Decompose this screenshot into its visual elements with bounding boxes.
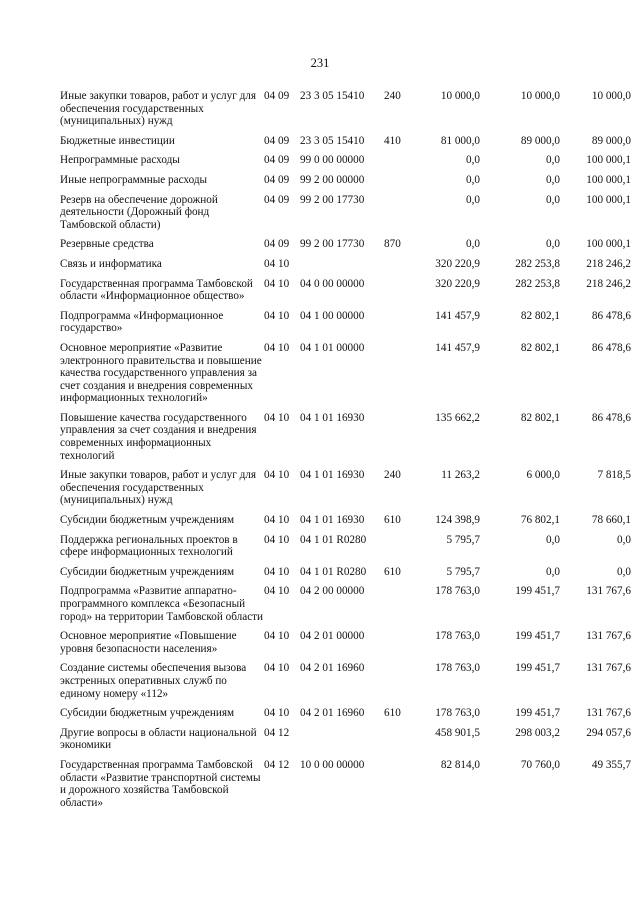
- row-amount-year-3: 218 246,2: [586, 277, 631, 290]
- table-row: [60, 583, 631, 628]
- row-expense-type-code: [384, 276, 414, 308]
- row-expense-type-code: 610: [384, 565, 401, 578]
- row-amount-year-2: 0,0: [546, 173, 560, 186]
- row-expense-type-code: [384, 308, 414, 340]
- row-amount-year-2: 6 000,0: [526, 469, 560, 482]
- row-amount-year-1: 124 398,9: [435, 514, 480, 527]
- table-row: [60, 276, 631, 308]
- table-row: [60, 308, 631, 340]
- row-name-cell: Резерв на обеспечение дорожной деятельности (Дорожный фонд Тамбовской области): [60, 193, 218, 231]
- row-expense-type-code: 610: [384, 514, 401, 527]
- row-name-cell: Иные непрограммные расходы: [60, 173, 208, 186]
- row-amount-year-2: 0,0: [546, 154, 560, 167]
- row-amount-year-1: 5 795,7: [446, 565, 480, 578]
- row-amount-year-2: 298 003,2: [515, 726, 560, 739]
- row-target-code: 04 2 01 16960: [300, 662, 365, 675]
- row-amount-year-1: 0,0: [466, 238, 480, 251]
- table-row: [60, 410, 631, 467]
- row-expense-type-code: [384, 172, 414, 192]
- row-amount-year-3: 131 767,6: [586, 630, 631, 643]
- row-amount-year-2: 76 802,1: [520, 514, 560, 527]
- row-section-code: 04 10: [264, 707, 290, 720]
- row-name-cell: Иные закупки товаров, работ и услуг для обеспечения государственных (муниципальных) нужд: [60, 469, 257, 507]
- row-amount-year-3: 49 355,7: [591, 758, 631, 771]
- row-amount-year-1: 141 457,9: [435, 341, 480, 354]
- row-name-cell: Основное мероприятие «Развитие электронного правительства и повышение качества государственного управления за счет создания и внедрения современных информационных технологий»: [60, 341, 262, 405]
- row-name-cell: Основное мероприятие «Повышение уровня безопасности населения»: [60, 630, 237, 655]
- row-section-code: 04 09: [264, 134, 290, 147]
- row-name-cell: Субсидии бюджетным учреждениям: [60, 514, 235, 527]
- row-amount-year-1: 178 763,0: [435, 585, 480, 598]
- row-target-code: 23 3 05 15410: [300, 90, 365, 102]
- row-amount-year-1: 320 220,9: [435, 257, 480, 270]
- row-section-code: 04 09: [264, 193, 290, 206]
- row-target-code: 04 1 01 R0280: [300, 565, 367, 578]
- row-amount-year-1: 320 220,9: [435, 277, 480, 290]
- row-amount-year-1: 458 901,5: [435, 726, 480, 739]
- row-expense-type-code: 610: [384, 707, 401, 720]
- row-amount-year-2: 199 451,7: [515, 662, 560, 675]
- row-section-code: 04 09: [264, 173, 290, 186]
- row-amount-year-3: 89 000,0: [591, 134, 631, 147]
- row-target-code: 23 3 05 15410: [300, 134, 365, 147]
- row-expense-type-code: 870: [384, 238, 401, 251]
- row-target-code: 04 1 01 16930: [300, 469, 365, 482]
- row-amount-year-3: 100 000,1: [586, 173, 631, 186]
- row-section-code: 04 09: [264, 90, 290, 102]
- row-target-code: 04 2 01 16960: [300, 707, 365, 720]
- row-section-code: 04 10: [264, 565, 290, 578]
- table-row: [60, 340, 631, 410]
- row-amount-year-1: 10 000,0: [440, 90, 480, 102]
- row-amount-year-2: 0,0: [546, 565, 560, 578]
- row-amount-year-1: 178 763,0: [435, 662, 480, 675]
- row-amount-year-3: 294 057,6: [586, 726, 631, 739]
- row-amount-year-1: 178 763,0: [435, 630, 480, 643]
- row-amount-year-2: 89 000,0: [520, 134, 560, 147]
- table-row: [60, 172, 631, 192]
- row-expense-type-code: [384, 757, 414, 814]
- row-name-cell: Подпрограмма «Информационное государство»: [60, 309, 224, 335]
- row-target-code: 99 2 00 17730: [300, 193, 365, 206]
- row-amount-year-1: 178 763,0: [435, 707, 480, 720]
- table-row: [60, 236, 631, 256]
- row-section-code: 04 12: [264, 726, 290, 739]
- row-target-code: 04 1 01 00000: [300, 341, 365, 354]
- row-section-code: 04 10: [264, 585, 290, 598]
- row-section-code: 04 12: [264, 758, 290, 771]
- row-expense-type-code: [384, 725, 414, 757]
- row-name-cell: Поддержка региональных проектов в сфере информационных технологий: [60, 533, 238, 559]
- row-section-code: 04 10: [264, 309, 290, 322]
- row-name-cell: Связь и информатика: [60, 257, 162, 270]
- row-name-cell: Создание системы обеспечения вызова экстренных оперативных служб по единому номеру «112»: [60, 662, 247, 700]
- budget-table-body: [60, 88, 631, 814]
- row-expense-type-code: [384, 256, 414, 276]
- row-amount-year-2: 199 451,7: [515, 707, 560, 720]
- row-amount-year-2: 282 253,8: [515, 277, 560, 290]
- table-row: [60, 192, 631, 237]
- table-row: [60, 705, 631, 725]
- row-target-code: 10 0 00 00000: [300, 758, 365, 771]
- row-expense-type-code: [384, 410, 414, 467]
- row-amount-year-2: 0,0: [546, 238, 560, 251]
- row-amount-year-2: 282 253,8: [515, 257, 560, 270]
- budget-table: [60, 88, 631, 814]
- row-target-code: [300, 725, 384, 757]
- row-section-code: 04 10: [264, 514, 290, 527]
- table-row: [60, 467, 631, 512]
- table-row: [60, 133, 631, 153]
- row-amount-year-1: 135 662,2: [435, 411, 480, 424]
- row-amount-year-3: 86 478,6: [591, 309, 631, 322]
- row-amount-year-2: 0,0: [546, 193, 560, 206]
- row-expense-type-code: 240: [384, 90, 401, 102]
- row-target-code: 99 2 00 17730: [300, 238, 365, 251]
- row-name-cell: Государственная программа Тамбовской области «Информационное общество»: [60, 277, 253, 303]
- table-row: [60, 660, 631, 705]
- row-name-cell: Подпрограмма «Развитие аппаратно-программного комплекса «Безопасный город» на территории Тамбовской области: [60, 585, 264, 623]
- row-name-cell: Другие вопросы в области национальной экономики: [60, 726, 257, 752]
- row-amount-year-1: 11 263,2: [441, 469, 480, 482]
- table-row: [60, 88, 631, 133]
- row-amount-year-1: 81 000,0: [440, 134, 480, 147]
- row-target-code: 04 2 00 00000: [300, 585, 365, 598]
- row-amount-year-1: 82 814,0: [440, 758, 480, 771]
- row-name-cell: Иные закупки товаров, работ и услуг для обеспечения государственных (муниципальных) нужд: [60, 90, 257, 128]
- row-amount-year-3: 131 767,6: [586, 662, 631, 675]
- row-amount-year-3: 86 478,6: [591, 411, 631, 424]
- row-section-code: 04 09: [264, 154, 290, 167]
- row-section-code: 04 10: [264, 662, 290, 675]
- row-name-cell: Непрограммные расходы: [60, 154, 180, 167]
- table-row: [60, 757, 631, 814]
- row-amount-year-2: 82 802,1: [520, 309, 560, 322]
- row-section-code: 04 10: [264, 257, 290, 270]
- row-target-code: 04 1 01 16930: [300, 514, 365, 527]
- row-amount-year-2: 199 451,7: [515, 585, 560, 598]
- row-amount-year-2: 199 451,7: [515, 630, 560, 643]
- row-expense-type-code: 240: [384, 469, 401, 482]
- row-amount-year-1: 0,0: [466, 193, 480, 206]
- row-amount-year-3: 86 478,6: [591, 341, 631, 354]
- row-name-cell: Государственная программа Тамбовской области «Развитие транспортной системы и дорожного хозяйства Тамбовской области»: [60, 758, 261, 809]
- row-expense-type-code: [384, 583, 414, 628]
- row-amount-year-3: 131 767,6: [586, 585, 631, 598]
- row-expense-type-code: [384, 628, 414, 660]
- row-amount-year-3: 78 660,1: [591, 514, 631, 527]
- row-target-code: 04 1 00 00000: [300, 309, 365, 322]
- row-section-code: 04 10: [264, 630, 290, 643]
- row-amount-year-3: 0,0: [617, 533, 631, 546]
- row-amount-year-1: 5 795,7: [446, 533, 480, 546]
- row-target-code: 99 0 00 00000: [300, 154, 365, 167]
- row-amount-year-2: 82 802,1: [520, 341, 560, 354]
- page-number: 231: [310, 56, 330, 70]
- row-section-code: 04 09: [264, 238, 290, 251]
- row-name-cell: Бюджетные инвестиции: [60, 134, 175, 147]
- row-amount-year-3: 100 000,1: [586, 154, 631, 167]
- row-target-code: [300, 256, 384, 276]
- row-target-code: 04 2 01 00000: [300, 630, 365, 643]
- row-section-code: 04 10: [264, 341, 290, 354]
- row-name-cell: Субсидии бюджетным учреждениям: [60, 565, 235, 578]
- table-row: [60, 564, 631, 584]
- row-section-code: 04 10: [264, 533, 290, 546]
- row-expense-type-code: 410: [384, 134, 401, 147]
- row-amount-year-1: 0,0: [466, 154, 480, 167]
- row-expense-type-code: [384, 660, 414, 705]
- row-amount-year-1: 0,0: [466, 173, 480, 186]
- row-amount-year-3: 100 000,1: [586, 193, 631, 206]
- row-section-code: 04 10: [264, 277, 290, 290]
- row-amount-year-3: 0,0: [617, 565, 631, 578]
- row-expense-type-code: [384, 192, 414, 237]
- row-target-code: 04 1 01 R0280: [300, 533, 367, 546]
- row-section-code: 04 10: [264, 469, 290, 482]
- table-row: [60, 512, 631, 532]
- row-name-cell: Повышение качества государственного управления за счет создания и внедрения современных информационных технологий: [60, 411, 257, 462]
- row-amount-year-3: 218 246,2: [586, 257, 631, 270]
- table-row: [60, 628, 631, 660]
- table-row: [60, 256, 631, 276]
- table-row: [60, 725, 631, 757]
- row-amount-year-2: 10 000,0: [520, 90, 560, 102]
- row-expense-type-code: [384, 152, 414, 172]
- row-amount-year-2: 82 802,1: [520, 411, 560, 424]
- row-section-code: 04 10: [264, 411, 290, 424]
- row-expense-type-code: [384, 340, 414, 410]
- row-amount-year-3: 7 818,5: [597, 469, 631, 482]
- row-target-code: 04 0 00 00000: [300, 277, 365, 290]
- row-target-code: 04 1 01 16930: [300, 411, 365, 424]
- row-expense-type-code: [384, 532, 414, 564]
- row-amount-year-2: 0,0: [546, 533, 560, 546]
- row-amount-year-1: 141 457,9: [435, 309, 480, 322]
- table-row: [60, 532, 631, 564]
- row-name-cell: Резервные средства: [60, 238, 154, 251]
- row-target-code: 99 2 00 00000: [300, 173, 365, 186]
- table-row: [60, 152, 631, 172]
- row-amount-year-2: 70 760,0: [520, 758, 560, 771]
- row-amount-year-3: 131 767,6: [586, 707, 631, 720]
- row-amount-year-3: 10 000,0: [591, 90, 631, 102]
- row-amount-year-3: 100 000,1: [586, 238, 631, 251]
- row-name-cell: Субсидии бюджетным учреждениям: [60, 707, 235, 720]
